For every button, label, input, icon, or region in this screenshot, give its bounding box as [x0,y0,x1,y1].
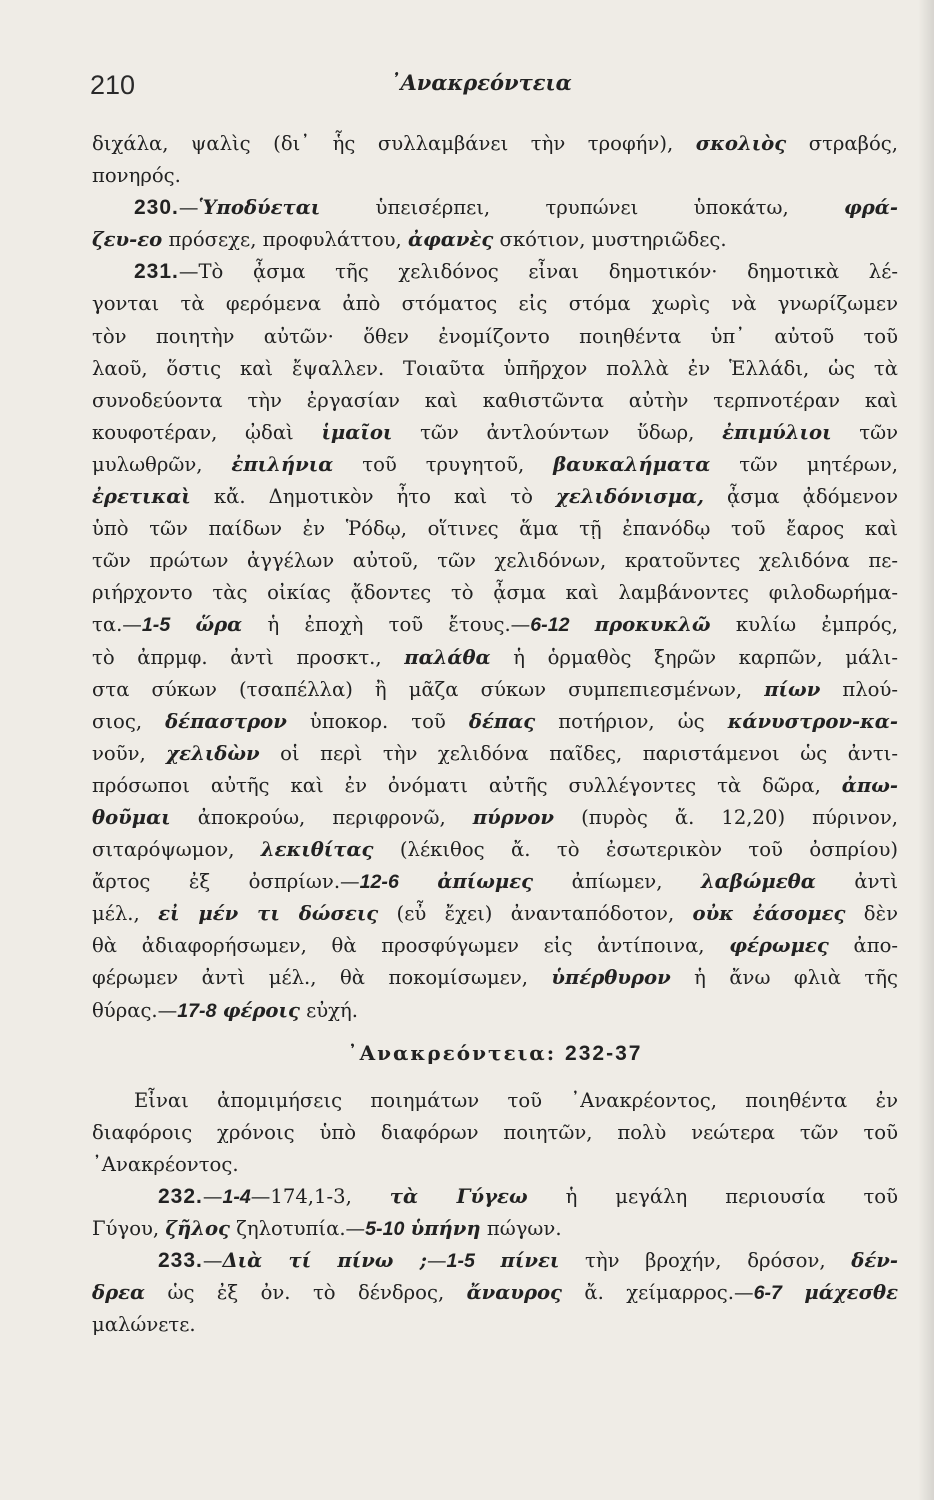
text-line [92,995,898,1027]
text-span [570,613,595,636]
lemma-term: πίνει [500,1249,560,1273]
text-span: μυλωθρῶν, [92,452,232,476]
lemma-term: φέρωμες [729,934,829,958]
text-line [92,128,898,160]
lemma-term: δέπας [468,709,536,733]
lemma-term: φέροις [222,998,300,1022]
text-span: τὴν βροχήν, δρόσον, [559,1249,852,1273]
text-span: ἡ ἄνω φλιὰ τῆς [670,966,898,990]
text-span: ὡς ἐξ ὀν. τὸ δένδρος, [145,1281,467,1305]
text-line [92,1245,898,1277]
text-span: ἀπίωμεν, [533,870,701,894]
text-span: ἡ μεγάλη περιουσία τοῦ [527,1184,899,1208]
line-reference: 6-7 [753,1282,782,1305]
text-span: ἡ ἐποχὴ τοῦ ἔτους.— [242,613,531,637]
text-span: στα σύκων (τσαπέλλα) ἢ μᾶζα σύκων συμπεπιεσμένων, [92,677,765,701]
lemma-term: βαυκαλήματα [553,452,711,476]
text-span: —Τὸ ᾆσμα τῆς χελιδόνος εἶναι δημοτικόν· δημοτικὰ λέ- [178,260,898,284]
lemma-term: ἀπίωμες [437,870,534,894]
text-span: —174,1-3, [250,1184,390,1208]
text-line [92,802,898,834]
text-line [92,288,898,320]
lemma-term: δέπαστρον [165,709,287,733]
text-line [92,256,898,288]
text-line [92,513,898,545]
entry-number: 230. [134,196,179,220]
text-span: διχάλα, ψαλὶς (δι᾽ ἧς συλλαμβάνει τὴν τροφήν), [92,132,696,155]
lemma-term: παλάθα [404,645,491,669]
text-line [92,609,898,641]
text-line [92,930,898,962]
text-line [92,577,898,609]
text-span: ζηλοτυπία.— [229,1217,366,1240]
text-span: — [426,1249,447,1273]
text-span [399,870,438,893]
lemma-term: οὐκ ἐάσομες [692,902,846,926]
lemma-term: ἱμαῖοι [321,420,393,444]
text-span: τὸν ποιητὴν αὐτῶν· ὅθεν ἐνομίζοντο ποιηθέντα ὑπ᾽ αὐτοῦ τοῦ [92,324,898,348]
lemma-term: δρεα [92,1281,146,1305]
text-span: (εὖ ἔχει) ἀνανταπόδοτον, [378,902,693,926]
text-line [92,706,898,738]
lemma-term: εἰ μέν τι δώσεις [158,902,379,926]
text-span: συνοδεύοντα τὴν ἐργασίαν καὶ καθιστῶντα αὐτὴν τερπνοτέραν καὶ [92,388,898,412]
text-span: (πυρὸς ἄ. 12,20) πύρινον, [554,805,898,829]
text-span: ποτήριον, ὡς [535,709,728,733]
text-span: πλού- [820,677,898,701]
text-span: κἄ. Δημοτικὸν ἦτο καὶ τὸ [190,485,557,509]
text-line [92,224,898,256]
lemma-term: προκυκλῶ [594,613,711,637]
lemma-term: ἀπω- [841,773,898,797]
lemma-term: ἐρετικαὶ [92,485,191,509]
text-line [92,898,898,930]
text-span: τῶν ἀντλούντων ὕδωρ, [392,420,723,444]
text-line [92,192,898,224]
commentary-text [92,128,898,1341]
text-span: τὸ ἀπρμφ. ἀντὶ προσκτ., [92,645,405,669]
text-span: σκότιον, μυστηριῶδες. [493,228,727,252]
page-header [90,70,890,110]
text-line [92,738,898,770]
lemma-term: σκολιὸς [695,132,787,155]
text-span: νοῦν, [92,741,167,765]
text-span: ἡ ὁρμαθὸς ξηρῶν καρπῶν, μάλι- [490,645,898,669]
lemma-term: ὥρα [195,613,243,637]
lemma-term: ὑπέρθυρον [551,966,671,990]
text-span: εὐχή. [299,998,359,1022]
text-line [92,321,898,353]
text-span: τῶν πρώτων ἀγγέλων αὐτοῦ, τῶν χελιδόνων, κρατοῦντες χελιδόνα πε- [92,549,898,573]
text-line [92,1309,898,1341]
text-line [92,674,898,706]
lemma-term: λεκιθίτας [260,838,374,862]
text-line [92,1085,898,1117]
text-span [782,1281,804,1304]
lemma-term: δέν- [851,1249,898,1273]
text-line [92,962,898,994]
text-line [92,1277,898,1309]
text-line [92,834,898,866]
text-span: μέλ., [92,902,159,926]
text-line [92,481,898,513]
text-span: στραβός, [786,132,898,155]
text-span [475,1249,501,1272]
text-line [92,385,898,417]
lemma-term: μάχεσθε [804,1281,899,1305]
text-span: τοῦ τρυγητοῦ, [333,452,554,476]
lemma-term: ἄναυρος [466,1281,562,1305]
text-span: ἀποκρούω, περιφρονῶ, [170,805,473,829]
text-span: — [178,196,199,220]
lemma-term: ἐπιμύλιοι [722,420,832,444]
text-span: ἀπο- [828,934,898,958]
running-title: ᾽Ανακρεόντεια [390,70,572,95]
text-line [92,866,898,898]
text-span: ὑποκορ. τοῦ [286,709,469,733]
lemma-term: λαβώμεθα [700,870,816,894]
text-line [92,449,898,481]
text-span: ᾆσμα ᾀδόμενον [703,485,898,509]
lemma-term: φρά- [844,196,898,220]
line-reference: 1-4 [222,1185,251,1208]
lemma-term: θοῦμαι [92,805,171,829]
text-line [92,417,898,449]
text-span: κυλίω ἐμπρός, [710,613,898,637]
lemma-term: πύρνον [472,805,555,829]
text-span: ὑπὸ τῶν παίδων ἐν Ῥόδῳ, οἵτινες ἅμα τῇ ἐπανόδῳ τοῦ ἔαρος καὶ [92,517,898,541]
text-line [92,545,898,577]
text-span: σιος, [92,709,166,733]
entry-number: 232. [158,1184,203,1208]
lemma-term: τὰ Γύγεω [389,1184,528,1208]
lemma-term: ἐπιλήνια [231,452,334,476]
text-line [92,160,898,192]
text-span: διαφόροις χρόνοις ὑπὸ διαφόρων ποιητῶν, πολὺ νεώτερα τῶν τοῦ [92,1120,898,1144]
lemma-term: χελιδόνισμα, [556,485,704,509]
text-line [92,1213,898,1245]
text-span: μαλώνετε. [92,1313,196,1337]
text-span: πονηρός. [92,164,181,188]
text-span: οἱ περὶ τὴν χελιδόνα παῖδες, παριστάμενοι ὡς ἀντι- [259,741,898,765]
text-span: τα.— [92,613,142,637]
text-line [92,1117,898,1149]
text-span: σιταρόψωμον, [92,838,261,862]
text-span: πρόσεχε, προφυλάττου, [162,228,408,252]
lemma-term: χελιδὼν [166,741,260,765]
page-number: 210 [90,70,136,100]
lemma-term: ἀφανὲς [407,228,494,252]
text-span: θύρας.— [92,998,178,1022]
line-reference: 1-5 [446,1250,475,1273]
text-span: δὲν [845,902,898,926]
line-reference: 12-6 [359,871,399,894]
text-span: — [202,1184,223,1208]
lemma-term: Διὰ τί πίνω ; [222,1249,427,1273]
text-span: ριήρχοντο τὰς οἰκίας ᾄδοντες τὸ ᾆσμα καὶ λαμβάνοντες φιλοδωρήμα- [92,581,898,605]
text-span: τῶν μητέρων, [710,452,899,476]
text-span: τῶν [831,420,898,444]
text-span: ἄ. χείμαρρος.— [562,1281,754,1305]
text-line [92,642,898,674]
lemma-term: ζῆλος [165,1217,230,1240]
entry-number: 233. [158,1249,203,1273]
text-span: ἀντὶ [815,870,898,894]
line-reference: 1-5 [141,614,171,637]
line-reference: 6-12 [530,614,570,637]
text-span: πρόσωποι αὐτῆς καὶ ἐν ὀνόματι αὐτῆς συλλέγοντες τὰ δῶρα, [92,773,842,797]
text-line [92,1149,898,1181]
text-span: (λέκιθος ἄ. τὸ ἐσωτερικὸν τοῦ ὀσπρίου) [373,838,898,862]
page-edge-shadow [918,0,934,1500]
text-span: — [202,1249,223,1273]
lemma-term: πίων [764,677,821,701]
text-span [170,613,195,636]
entry-number: 231. [134,260,179,284]
text-span: Εἶναι ἀπομιμήσεις ποιημάτων τοῦ ᾽Ανακρέοντος, ποιηθέντα ἐν [134,1088,898,1112]
text-span: λαοῦ, ὅστις καὶ ἔψαλλεν. Τοιαῦτα ὑπῆρχον πολλὰ ἐν Ἑλλάδι, ὡς τὰ [92,356,898,380]
lemma-term: ζευ-εο [92,228,163,252]
text-span: πώγων. [480,1217,562,1240]
lemma-term: ὑπήνη [410,1217,481,1240]
text-span: γονται τὰ φερόμενα ἀπὸ στόματος εἰς στόμα χωρὶς νὰ γνωρίζωμεν [92,292,898,316]
text-span: ἄρτος ἐξ ὀσπρίων.— [92,870,360,894]
section-heading [92,1027,898,1073]
text-span: κουφοτέραν, ᾠδαὶ [92,420,322,444]
lemma-term: κάνυστρον-κα- [727,709,899,733]
text-span: θὰ ἀδιαφορήσωμεν, θὰ προσφύγωμεν εἰς ἀντίποινα, [92,934,730,958]
text-line [92,770,898,802]
text-line [92,353,898,385]
text-line [92,1181,898,1213]
heading-range: 232-37 [565,1041,643,1065]
text-span: ᾽Ανακρεόντεια: [347,1040,566,1065]
text-span: ὑπεισέρπει, τρυπώνει ὑποκάτω, [320,196,845,220]
line-reference: 17-8 [177,999,217,1022]
text-span: φέρωμεν ἀντὶ μέλ., θὰ ποκομίσωμεν, [92,966,552,990]
text-span: ᾽Ανακρέοντος. [92,1152,239,1176]
lemma-term: Ὑποδύεται [198,196,321,220]
text-span: Γύγου, [92,1217,166,1240]
line-reference: 5-10 [365,1218,405,1240]
